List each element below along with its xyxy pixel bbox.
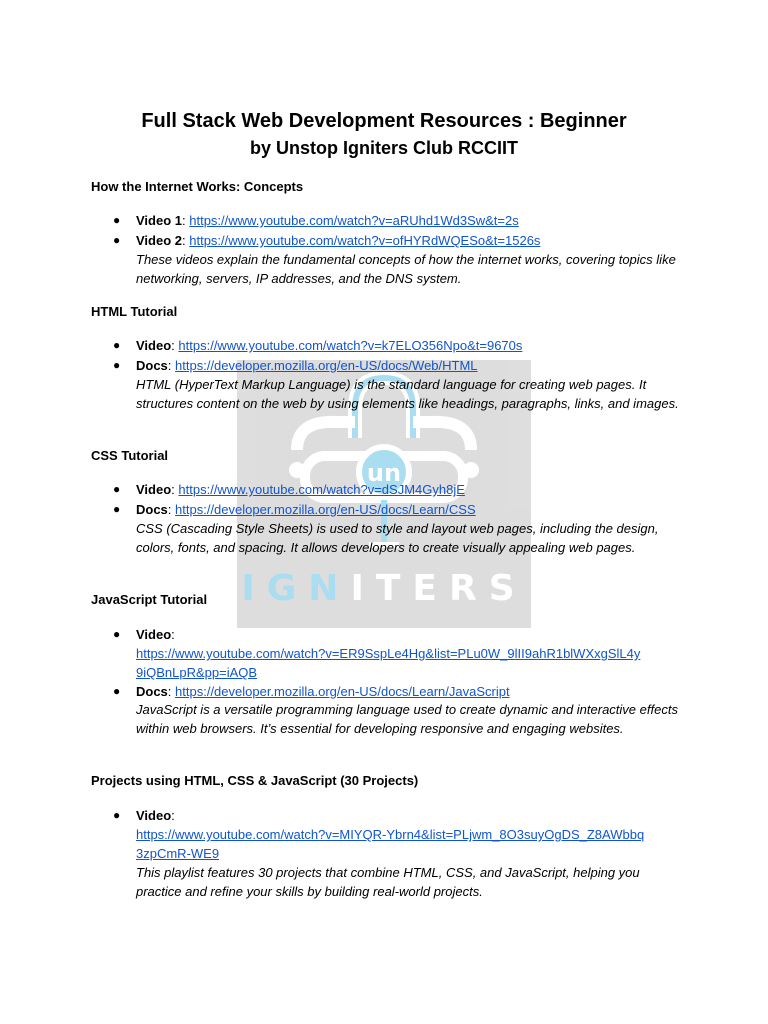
video-link[interactable]: https://www.youtube.com/watch?v=ER9SspLe4Hg&list=PLu0W_9lII9ahR1blWXxgSlL4y <box>136 646 641 661</box>
section-description: CSS (Cascading Style Sheets) is used to style and layout web pages, including the design, colors, fonts, and spacing. It allows developers to create visually appealing web pages. <box>136 521 659 555</box>
bullet-icon: ● <box>113 627 121 641</box>
video-link-continued[interactable]: 3zpCmR-WE9 <box>136 846 220 861</box>
section-heading-internet: How the Internet Works: Concepts <box>91 179 304 194</box>
section-description: These videos explain the fundamental concepts of how the internet works, covering topics like networking, servers, IP addresses, and the DNS system. <box>136 252 676 286</box>
section-heading-html: HTML Tutorial <box>91 304 178 319</box>
list-item: Video: https://www.youtube.com/watch?v=dSJM4Gyh8jE <box>136 482 465 497</box>
video-link-continued[interactable]: 9iQBnLpR&pp=iAQB <box>136 665 258 680</box>
watermark-text: IGNITERS <box>241 568 527 609</box>
section-description: This playlist features 30 projects that combine HTML, CSS, and JavaScript, helping you practice and refine your skills by building real-world projects. <box>136 865 640 899</box>
bullet-icon: ● <box>113 358 121 372</box>
list-item: Docs: https://developer.mozilla.org/en-US/docs/Learn/JavaScript <box>136 684 510 699</box>
list-item: Video 2: https://www.youtube.com/watch?v=ofHYRdWQESo&t=1526s <box>136 233 541 248</box>
section-heading-css: CSS Tutorial <box>91 448 169 463</box>
list-item: Video 1: https://www.youtube.com/watch?v=aRUhd1Wd3Sw&t=2s <box>136 213 519 228</box>
page-subtitle: by Unstop Igniters Club RCCIIT <box>250 138 518 158</box>
bullet-icon: ● <box>113 502 121 516</box>
section-heading-javascript: JavaScript Tutorial <box>91 592 208 607</box>
list-item: Video: https://www.youtube.com/watch?v=ER9SspLe4Hg&list=PLu0W_9lII9ahR1blWXxgSlL4y 9iQBnLpR&pp=iAQB <box>136 627 641 680</box>
list-item: Docs: https://developer.mozilla.org/en-US/docs/Learn/CSS <box>136 502 476 517</box>
section-description: JavaScript is a versatile programming language used to create dynamic and interactive effects within web browsers. It’s essential for developing responsive and engaging websites. <box>136 702 678 736</box>
video-link[interactable]: https://www.youtube.com/watch?v=dSJM4Gyh8jE <box>178 482 465 497</box>
docs-link[interactable]: https://developer.mozilla.org/en-US/docs/Learn/JavaScript <box>175 684 510 699</box>
video-link[interactable]: https://www.youtube.com/watch?v=ofHYRdWQESo&t=1526s <box>189 233 541 248</box>
logo-text: un <box>366 459 402 487</box>
page-title: Full Stack Web Development Resources : Beginner <box>141 110 627 132</box>
bullet-icon: ● <box>113 338 121 352</box>
bullet-icon: ● <box>113 233 121 247</box>
bullet-icon: ● <box>113 684 121 698</box>
list-item: Video: https://www.youtube.com/watch?v=MIYQR-Ybrn4&list=PLjwm_8O3suyOgDS_Z8AWbbq 3zpCmR-WE9 <box>136 808 645 861</box>
list-item: Video: https://www.youtube.com/watch?v=k7ELO356Npo&t=9670s <box>136 338 523 353</box>
bullet-icon: ● <box>113 482 121 496</box>
bullet-icon: ● <box>113 213 121 227</box>
video-link[interactable]: https://www.youtube.com/watch?v=k7ELO356Npo&t=9670s <box>178 338 523 353</box>
video-link[interactable]: https://www.youtube.com/watch?v=aRUhd1Wd3Sw&t=2s <box>189 213 519 228</box>
list-item: Docs: https://developer.mozilla.org/en-US/docs/Web/HTML <box>136 358 478 373</box>
video-link[interactable]: https://www.youtube.com/watch?v=MIYQR-Ybrn4&list=PLjwm_8O3suyOgDS_Z8AWbbq <box>136 827 645 842</box>
docs-link[interactable]: https://developer.mozilla.org/en-US/docs/Web/HTML <box>175 358 478 373</box>
section-description: HTML (HyperText Markup Language) is the standard language for creating web pages. It structures content on the web by using elements like headings, paragraphs, links, and images. <box>136 377 679 411</box>
section-heading-projects: Projects using HTML, CSS & JavaScript (30 Projects) <box>91 773 419 788</box>
bullet-icon: ● <box>113 808 121 822</box>
docs-link[interactable]: https://developer.mozilla.org/en-US/docs/Learn/CSS <box>175 502 476 517</box>
